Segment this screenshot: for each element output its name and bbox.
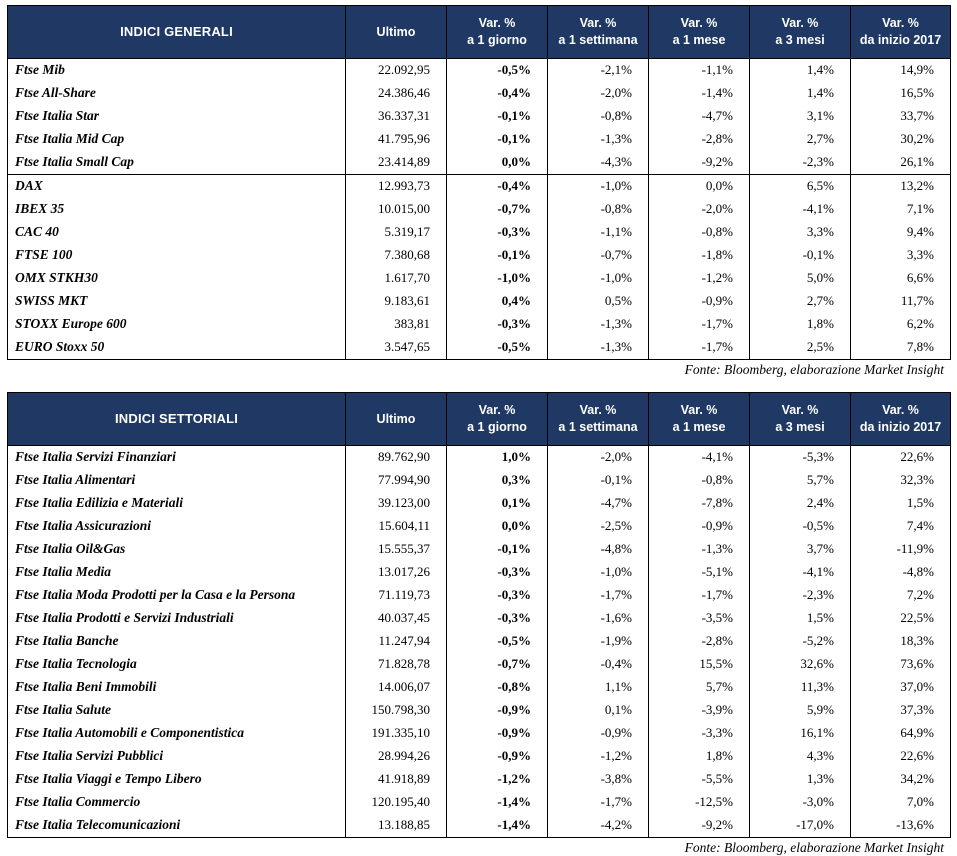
cell-ultimo: 13.017,26 — [346, 561, 447, 584]
cell-var-1-settimana: -1,0% — [548, 175, 649, 199]
column-header-line1: Var. % — [781, 403, 819, 418]
cell-var-1-giorno: -0,4% — [447, 175, 548, 199]
row-label: Ftse Italia Oil&Gas — [8, 538, 346, 561]
cell-var-1-settimana: -1,7% — [548, 584, 649, 607]
column-header-line1: Var. % — [579, 403, 617, 418]
column-header-line2: a 1 settimana — [558, 33, 638, 47]
cell-ultimo: 10.015,00 — [346, 198, 447, 221]
cell-ultimo: 28.994,26 — [346, 745, 447, 768]
column-header-var-inizio-anno — [851, 6, 951, 59]
column-header-line2: a 1 mese — [672, 420, 726, 434]
cell-var-1-mese: -1,1% — [649, 59, 750, 83]
cell-var-inizio-anno: 7,2% — [851, 584, 951, 607]
cell-var-3-mesi: 2,7% — [750, 128, 851, 151]
row-label: Ftse All-Share — [8, 82, 346, 105]
cell-var-3-mesi: 1,3% — [750, 768, 851, 791]
row-label: Ftse Italia Small Cap — [8, 151, 346, 175]
table-row — [8, 59, 951, 83]
row-label: Ftse Italia Mid Cap — [8, 128, 346, 151]
cell-var-3-mesi: 1,8% — [750, 313, 851, 336]
cell-var-3-mesi: -2,3% — [750, 584, 851, 607]
cell-var-1-settimana: -4,2% — [548, 814, 649, 838]
cell-ultimo: 12.993,73 — [346, 175, 447, 199]
row-label: Ftse Italia Automobili e Componentistica — [8, 722, 346, 745]
cell-ultimo: 383,81 — [346, 313, 447, 336]
cell-var-1-settimana: -1,3% — [548, 128, 649, 151]
cell-var-1-giorno: -0,1% — [447, 244, 548, 267]
table-row — [8, 814, 951, 838]
cell-var-inizio-anno: 9,4% — [851, 221, 951, 244]
table-row — [8, 745, 951, 768]
column-header-line1: Var. % — [680, 16, 718, 31]
table-row — [8, 469, 951, 492]
cell-var-1-settimana: -4,8% — [548, 538, 649, 561]
row-label: Ftse Italia Telecomunicazioni — [8, 814, 346, 838]
table-row — [8, 198, 951, 221]
table-row — [8, 791, 951, 814]
cell-var-1-settimana: -1,3% — [548, 313, 649, 336]
cell-var-3-mesi: -0,1% — [750, 244, 851, 267]
row-label: Ftse Italia Star — [8, 105, 346, 128]
cell-var-inizio-anno: 11,7% — [851, 290, 951, 313]
cell-ultimo: 41.795,96 — [346, 128, 447, 151]
column-header-line2: a 1 settimana — [558, 420, 638, 434]
cell-var-1-mese: -1,4% — [649, 82, 750, 105]
table-row — [8, 515, 951, 538]
cell-var-1-giorno: -0,5% — [447, 59, 548, 83]
cell-var-1-mese: -2,0% — [649, 198, 750, 221]
table-row — [8, 630, 951, 653]
row-label: Ftse Italia Moda Prodotti per la Casa e la Persona — [8, 584, 346, 607]
cell-var-inizio-anno: 3,3% — [851, 244, 951, 267]
cell-var-1-mese: -9,2% — [649, 151, 750, 175]
cell-var-inizio-anno: 22,6% — [851, 446, 951, 470]
cell-var-1-giorno: -0,7% — [447, 198, 548, 221]
cell-var-1-giorno: -0,3% — [447, 561, 548, 584]
cell-var-inizio-anno: 37,3% — [851, 699, 951, 722]
source-note-settoriali: Fonte: Bloomberg, elaborazione Market Insight — [684, 840, 944, 855]
table-body — [8, 446, 951, 838]
column-header-var-1-giorno — [447, 393, 548, 446]
table-row — [8, 653, 951, 676]
cell-var-3-mesi: 3,1% — [750, 105, 851, 128]
table-row — [8, 336, 951, 360]
cell-var-inizio-anno: 30,2% — [851, 128, 951, 151]
row-label: Ftse Italia Salute — [8, 699, 346, 722]
cell-var-1-mese: -7,8% — [649, 492, 750, 515]
row-label: Ftse Italia Media — [8, 561, 346, 584]
cell-var-1-settimana: -0,8% — [548, 105, 649, 128]
cell-var-1-giorno: -1,4% — [447, 814, 548, 838]
cell-var-1-giorno: -0,3% — [447, 313, 548, 336]
cell-var-1-settimana: -1,9% — [548, 630, 649, 653]
cell-ultimo: 36.337,31 — [346, 105, 447, 128]
cell-var-1-giorno: 0,0% — [447, 515, 548, 538]
cell-var-1-giorno: 0,1% — [447, 492, 548, 515]
column-header-var-3-mesi — [750, 6, 851, 59]
cell-var-inizio-anno: 33,7% — [851, 105, 951, 128]
table-row — [8, 82, 951, 105]
column-header-line2: da inizio 2017 — [859, 420, 942, 434]
column-header-var-1-mese — [649, 393, 750, 446]
cell-var-1-settimana: -1,3% — [548, 336, 649, 360]
cell-var-1-settimana: -4,3% — [548, 151, 649, 175]
cell-var-inizio-anno: 22,6% — [851, 745, 951, 768]
cell-var-3-mesi: -0,5% — [750, 515, 851, 538]
cell-var-1-settimana: -1,0% — [548, 561, 649, 584]
table-row — [8, 151, 951, 175]
cell-var-3-mesi: -2,3% — [750, 151, 851, 175]
column-header-var-1-settimana — [548, 6, 649, 59]
cell-var-1-giorno: 0,3% — [447, 469, 548, 492]
cell-var-1-giorno: -0,9% — [447, 699, 548, 722]
cell-var-1-giorno: -0,4% — [447, 82, 548, 105]
table-row — [8, 267, 951, 290]
row-label: STOXX Europe 600 — [8, 313, 346, 336]
cell-ultimo: 24.386,46 — [346, 82, 447, 105]
cell-ultimo: 150.798,30 — [346, 699, 447, 722]
cell-var-1-settimana: -0,1% — [548, 469, 649, 492]
cell-var-1-giorno: -0,9% — [447, 722, 548, 745]
cell-var-3-mesi: 2,5% — [750, 336, 851, 360]
cell-var-3-mesi: 11,3% — [750, 676, 851, 699]
cell-var-1-giorno: -0,7% — [447, 653, 548, 676]
cell-var-1-settimana: -3,8% — [548, 768, 649, 791]
cell-ultimo: 41.918,89 — [346, 768, 447, 791]
cell-var-1-giorno: 0,4% — [447, 290, 548, 313]
table-row — [8, 128, 951, 151]
table-row — [8, 584, 951, 607]
cell-var-3-mesi: 3,3% — [750, 221, 851, 244]
cell-var-1-giorno: 1,0% — [447, 446, 548, 470]
cell-ultimo: 15.555,37 — [346, 538, 447, 561]
column-header-var-1-mese — [649, 6, 750, 59]
table-row — [8, 492, 951, 515]
cell-var-1-mese: 5,7% — [649, 676, 750, 699]
table-row — [8, 244, 951, 267]
table-row — [8, 105, 951, 128]
cell-var-1-mese: -0,9% — [649, 290, 750, 313]
cell-var-1-settimana: -1,2% — [548, 745, 649, 768]
row-label: Ftse Italia Alimentari — [8, 469, 346, 492]
cell-var-1-mese: -3,3% — [649, 722, 750, 745]
cell-ultimo: 40.037,45 — [346, 607, 447, 630]
cell-var-inizio-anno: 34,2% — [851, 768, 951, 791]
cell-var-1-mese: -1,8% — [649, 244, 750, 267]
cell-var-1-giorno: -1,2% — [447, 768, 548, 791]
cell-var-1-mese: -12,5% — [649, 791, 750, 814]
table-row — [8, 607, 951, 630]
cell-var-3-mesi: 1,5% — [750, 607, 851, 630]
cell-var-3-mesi: 2,7% — [750, 290, 851, 313]
cell-var-1-giorno: -0,5% — [447, 336, 548, 360]
cell-var-1-mese: 0,0% — [649, 175, 750, 199]
cell-var-3-mesi: 3,7% — [750, 538, 851, 561]
cell-var-3-mesi: 16,1% — [750, 722, 851, 745]
cell-var-1-settimana: -2,0% — [548, 446, 649, 470]
table-title: INDICI GENERALI — [8, 6, 346, 59]
table-indici-generali — [7, 5, 951, 360]
cell-var-inizio-anno: 18,3% — [851, 630, 951, 653]
cell-var-1-settimana: 1,1% — [548, 676, 649, 699]
cell-var-1-giorno: 0,0% — [447, 151, 548, 175]
table-indici-settoriali — [7, 392, 951, 838]
column-header-ultimo — [346, 6, 447, 59]
cell-var-3-mesi: 1,4% — [750, 59, 851, 83]
table-row — [8, 313, 951, 336]
column-header-line2: a 3 mesi — [775, 420, 825, 434]
table-row — [8, 561, 951, 584]
cell-var-1-giorno: -0,1% — [447, 538, 548, 561]
cell-var-1-mese: 1,8% — [649, 745, 750, 768]
row-label: Ftse Mib — [8, 59, 346, 83]
cell-var-3-mesi: -5,2% — [750, 630, 851, 653]
cell-var-3-mesi: -4,1% — [750, 198, 851, 221]
cell-var-3-mesi: -4,1% — [750, 561, 851, 584]
source-note-generali: Fonte: Bloomberg, elaborazione Market Insight — [684, 362, 944, 377]
cell-var-inizio-anno: 7,0% — [851, 791, 951, 814]
row-label: Ftse Italia Beni Immobili — [8, 676, 346, 699]
row-label: IBEX 35 — [8, 198, 346, 221]
column-header-line1: Ultimo — [376, 24, 416, 39]
cell-ultimo: 9.183,61 — [346, 290, 447, 313]
cell-var-3-mesi: -17,0% — [750, 814, 851, 838]
column-header-var-inizio-anno — [851, 393, 951, 446]
row-label: SWISS MKT — [8, 290, 346, 313]
table-row — [8, 699, 951, 722]
cell-var-3-mesi: -5,3% — [750, 446, 851, 470]
cell-ultimo: 1.617,70 — [346, 267, 447, 290]
cell-var-inizio-anno: 6,2% — [851, 313, 951, 336]
cell-var-1-giorno: -1,4% — [447, 791, 548, 814]
section-spacer — [7, 378, 950, 392]
cell-var-inizio-anno: 26,1% — [851, 151, 951, 175]
cell-var-1-mese: -4,7% — [649, 105, 750, 128]
table-row — [8, 175, 951, 199]
cell-var-3-mesi: 32,6% — [750, 653, 851, 676]
cell-var-1-settimana: 0,5% — [548, 290, 649, 313]
column-header-line1: Var. % — [781, 16, 819, 31]
cell-var-inizio-anno: -4,8% — [851, 561, 951, 584]
cell-var-1-settimana: -0,4% — [548, 653, 649, 676]
cell-var-1-mese: -3,5% — [649, 607, 750, 630]
cell-var-inizio-anno: 16,5% — [851, 82, 951, 105]
table-row — [8, 676, 951, 699]
cell-var-inizio-anno: 14,9% — [851, 59, 951, 83]
cell-var-3-mesi: 5,9% — [750, 699, 851, 722]
cell-ultimo: 7.380,68 — [346, 244, 447, 267]
cell-var-1-giorno: -0,3% — [447, 607, 548, 630]
cell-var-1-settimana: -0,7% — [548, 244, 649, 267]
cell-var-inizio-anno: 37,0% — [851, 676, 951, 699]
cell-var-1-settimana: -1,7% — [548, 791, 649, 814]
cell-var-1-mese: -1,7% — [649, 313, 750, 336]
column-header-line2: a 1 mese — [672, 33, 726, 47]
cell-var-3-mesi: 1,4% — [750, 82, 851, 105]
column-header-line1: Var. % — [882, 403, 919, 418]
row-label: CAC 40 — [8, 221, 346, 244]
cell-var-inizio-anno: 22,5% — [851, 607, 951, 630]
cell-var-3-mesi: 2,4% — [750, 492, 851, 515]
row-label: OMX STKH30 — [8, 267, 346, 290]
column-header-line2: a 1 giorno — [467, 420, 527, 434]
cell-var-1-mese: -2,8% — [649, 630, 750, 653]
cell-var-1-mese: -0,8% — [649, 221, 750, 244]
row-label: Ftse Italia Edilizia e Materiali — [8, 492, 346, 515]
cell-var-inizio-anno: -11,9% — [851, 538, 951, 561]
table-header — [8, 6, 951, 59]
cell-var-1-giorno: -0,3% — [447, 221, 548, 244]
cell-var-1-settimana: -0,8% — [548, 198, 649, 221]
column-header-line1: Var. % — [882, 16, 919, 31]
cell-var-1-settimana: -4,7% — [548, 492, 649, 515]
cell-var-1-mese: -5,5% — [649, 768, 750, 791]
table-row — [8, 290, 951, 313]
column-header-line1: Var. % — [478, 403, 516, 418]
column-header-line1: Var. % — [478, 16, 516, 31]
cell-ultimo: 71.828,78 — [346, 653, 447, 676]
column-header-var-1-settimana — [548, 393, 649, 446]
row-label: Ftse Italia Banche — [8, 630, 346, 653]
cell-var-inizio-anno: -13,6% — [851, 814, 951, 838]
cell-var-1-mese: -1,2% — [649, 267, 750, 290]
cell-var-inizio-anno: 7,1% — [851, 198, 951, 221]
column-header-var-1-giorno — [447, 6, 548, 59]
cell-ultimo: 23.414,89 — [346, 151, 447, 175]
cell-var-3-mesi: 6,5% — [750, 175, 851, 199]
cell-ultimo: 71.119,73 — [346, 584, 447, 607]
cell-var-1-mese: 15,5% — [649, 653, 750, 676]
cell-ultimo: 11.247,94 — [346, 630, 447, 653]
cell-var-1-mese: -1,7% — [649, 584, 750, 607]
cell-var-1-settimana: -2,1% — [548, 59, 649, 83]
cell-var-inizio-anno: 7,4% — [851, 515, 951, 538]
cell-var-1-mese: -3,9% — [649, 699, 750, 722]
table-header — [8, 393, 951, 446]
cell-var-1-settimana: 0,1% — [548, 699, 649, 722]
cell-var-1-mese: -9,2% — [649, 814, 750, 838]
table-title: INDICI SETTORIALI — [8, 393, 346, 446]
cell-var-3-mesi: 5,7% — [750, 469, 851, 492]
row-label: Ftse Italia Servizi Finanziari — [8, 446, 346, 470]
cell-ultimo: 191.335,10 — [346, 722, 447, 745]
cell-ultimo: 15.604,11 — [346, 515, 447, 538]
cell-ultimo: 89.762,90 — [346, 446, 447, 470]
cell-var-1-giorno: -0,1% — [447, 128, 548, 151]
row-label: Ftse Italia Tecnologia — [8, 653, 346, 676]
column-header-line2: a 3 mesi — [775, 33, 825, 47]
cell-ultimo: 22.092,95 — [346, 59, 447, 83]
cell-var-1-mese: -0,8% — [649, 469, 750, 492]
cell-var-3-mesi: 4,3% — [750, 745, 851, 768]
cell-var-1-settimana: -0,9% — [548, 722, 649, 745]
cell-var-inizio-anno: 64,9% — [851, 722, 951, 745]
column-header-ultimo — [346, 393, 447, 446]
cell-var-1-giorno: -0,8% — [447, 676, 548, 699]
cell-var-1-giorno: -0,5% — [447, 630, 548, 653]
cell-var-inizio-anno: 32,3% — [851, 469, 951, 492]
cell-var-1-mese: -1,3% — [649, 538, 750, 561]
cell-ultimo: 77.994,90 — [346, 469, 447, 492]
table-row — [8, 221, 951, 244]
cell-var-1-mese: -2,8% — [649, 128, 750, 151]
row-label: Ftse Italia Viaggi e Tempo Libero — [8, 768, 346, 791]
column-header-line1: Var. % — [680, 403, 718, 418]
table-row — [8, 538, 951, 561]
cell-var-1-settimana: -1,6% — [548, 607, 649, 630]
table-row — [8, 446, 951, 470]
cell-var-1-giorno: -0,1% — [447, 105, 548, 128]
cell-var-1-mese: -5,1% — [649, 561, 750, 584]
column-header-line1: Var. % — [579, 16, 617, 31]
cell-ultimo: 14.006,07 — [346, 676, 447, 699]
row-label: EURO Stoxx 50 — [8, 336, 346, 360]
cell-ultimo: 39.123,00 — [346, 492, 447, 515]
cell-var-inizio-anno: 13,2% — [851, 175, 951, 199]
cell-ultimo: 3.547,65 — [346, 336, 447, 360]
cell-var-1-mese: -4,1% — [649, 446, 750, 470]
column-header-line2: da inizio 2017 — [859, 33, 942, 47]
cell-var-3-mesi: -3,0% — [750, 791, 851, 814]
row-label: DAX — [8, 175, 346, 199]
column-header-var-3-mesi — [750, 393, 851, 446]
table-row — [8, 768, 951, 791]
cell-var-inizio-anno: 1,5% — [851, 492, 951, 515]
cell-var-1-settimana: -2,5% — [548, 515, 649, 538]
row-label: Ftse Italia Prodotti e Servizi Industriali — [8, 607, 346, 630]
cell-var-inizio-anno: 73,6% — [851, 653, 951, 676]
table-body — [8, 59, 951, 360]
cell-var-1-settimana: -1,0% — [548, 267, 649, 290]
cell-var-inizio-anno: 6,6% — [851, 267, 951, 290]
cell-ultimo: 13.188,85 — [346, 814, 447, 838]
cell-var-1-mese: -0,9% — [649, 515, 750, 538]
cell-var-1-mese: -1,7% — [649, 336, 750, 360]
cell-var-1-giorno: -1,0% — [447, 267, 548, 290]
cell-var-3-mesi: 5,0% — [750, 267, 851, 290]
row-label: FTSE 100 — [8, 244, 346, 267]
cell-var-1-giorno: -0,9% — [447, 745, 548, 768]
cell-var-1-settimana: -2,0% — [548, 82, 649, 105]
row-label: Ftse Italia Assicurazioni — [8, 515, 346, 538]
cell-var-1-settimana: -1,1% — [548, 221, 649, 244]
table-row — [8, 722, 951, 745]
cell-ultimo: 120.195,40 — [346, 791, 447, 814]
cell-ultimo: 5.319,17 — [346, 221, 447, 244]
cell-var-inizio-anno: 7,8% — [851, 336, 951, 360]
row-label: Ftse Italia Commercio — [8, 791, 346, 814]
cell-var-1-giorno: -0,3% — [447, 584, 548, 607]
column-header-line1: Ultimo — [376, 411, 416, 426]
row-label: Ftse Italia Servizi Pubblici — [8, 745, 346, 768]
column-header-line2: a 1 giorno — [467, 33, 527, 47]
